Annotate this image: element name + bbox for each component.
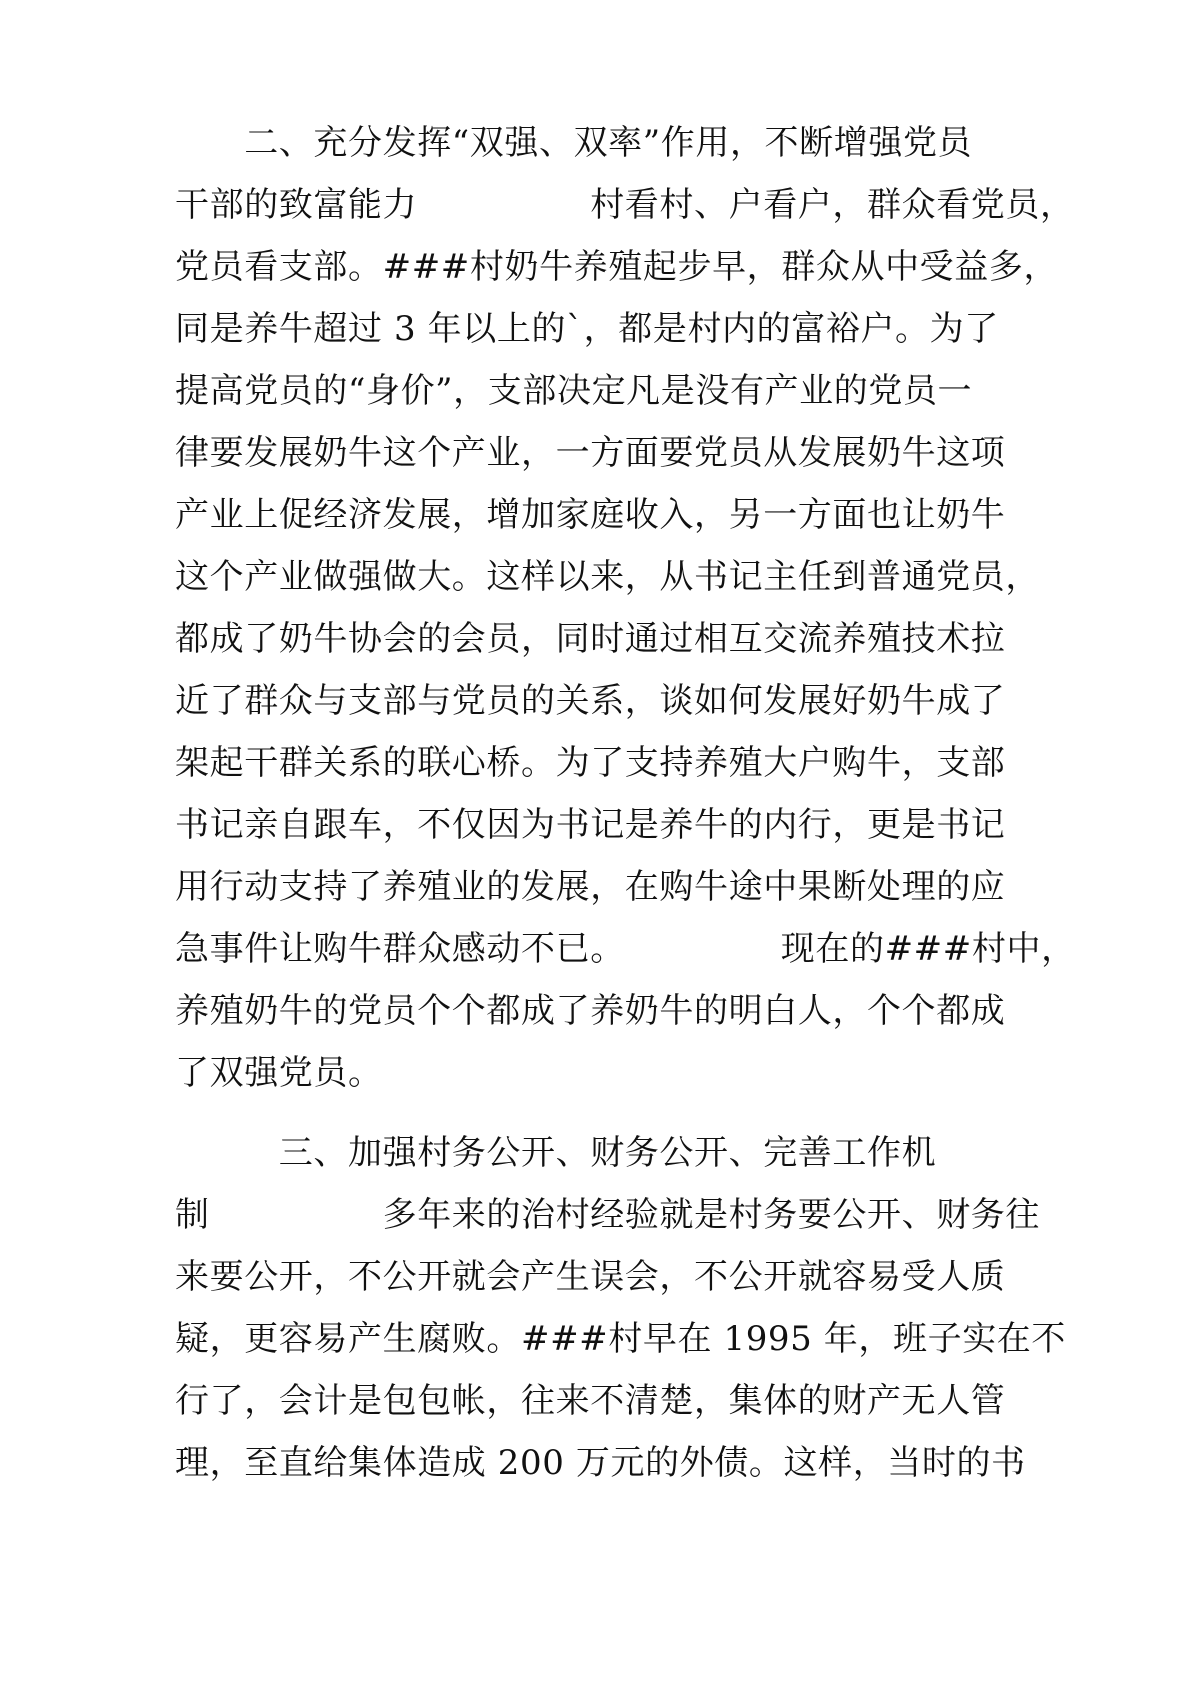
- text-line: 产业上促经济发展，增加家庭收入，另一方面也让奶牛: [175, 495, 1006, 535]
- text-line: 律要发展奶牛这个产业，一方面要党员从发展奶牛这项: [175, 433, 1006, 473]
- text-line: 制 多年来的治村经验就是村务要公开、财务往: [175, 1195, 1040, 1235]
- section-2-paragraph: [175, 112, 1076, 1104]
- text-line: 行了，会计是包包帐，往来不清楚，集体的财产无人管: [175, 1381, 1006, 1421]
- text-line: 疑，更容易产生腐败。###村早在 1995 年，班子实在不: [175, 1319, 1067, 1359]
- text-line: 来要公开，不公开就会产生误会，不公开就容易受人质: [175, 1257, 1006, 1297]
- text-line: 养殖奶牛的党员个个都成了养奶牛的明白人，个个都成: [175, 991, 1006, 1031]
- text-line: 三、加强村务公开、财务公开、完善工作机: [175, 1133, 937, 1173]
- text-line: 用行动支持了养殖业的发展，在购牛途中果断处理的应: [175, 867, 1006, 907]
- section-3-paragraph: [175, 1122, 1067, 1494]
- text-line: 架起干群关系的联心桥。为了支持养殖大户购牛，支部: [175, 743, 1006, 783]
- text-line: 提高党员的“身价”，支部决定凡是没有产业的党员一: [175, 371, 973, 411]
- text-line: 党员看支部。###村奶牛养殖起步早，群众从中受益多，: [175, 247, 1059, 287]
- text-line: 同是养牛超过 3 年以上的`，都是村内的富裕户。为了: [175, 309, 999, 349]
- text-line: 书记亲自跟车，不仅因为书记是养牛的内行，更是书记: [175, 805, 1006, 845]
- paragraph-gap: [175, 1104, 1045, 1122]
- body-text: [175, 112, 1076, 1494]
- text-line: 急事件让购牛群众感动不已。 现在的###村中，: [175, 929, 1076, 969]
- text-line: 近了群众与支部与党员的关系，谈如何发展好奶牛成了: [175, 681, 1006, 721]
- text-line: 都成了奶牛协会的会员，同时通过相互交流养殖技术拉: [175, 619, 1006, 659]
- text-line: 干部的致富能力 村看村、户看户，群众看党员，: [175, 185, 1075, 225]
- text-line: 了双强党员。: [175, 1053, 383, 1093]
- text-line: 二、充分发挥“双强、双率”作用，不断增强党员: [175, 123, 973, 163]
- text-line: 这个产业做强做大。这样以来，从书记主任到普通党员，: [175, 557, 1040, 597]
- text-line: 理，至直给集体造成 200 万元的外债。这样，当时的书: [175, 1443, 1026, 1483]
